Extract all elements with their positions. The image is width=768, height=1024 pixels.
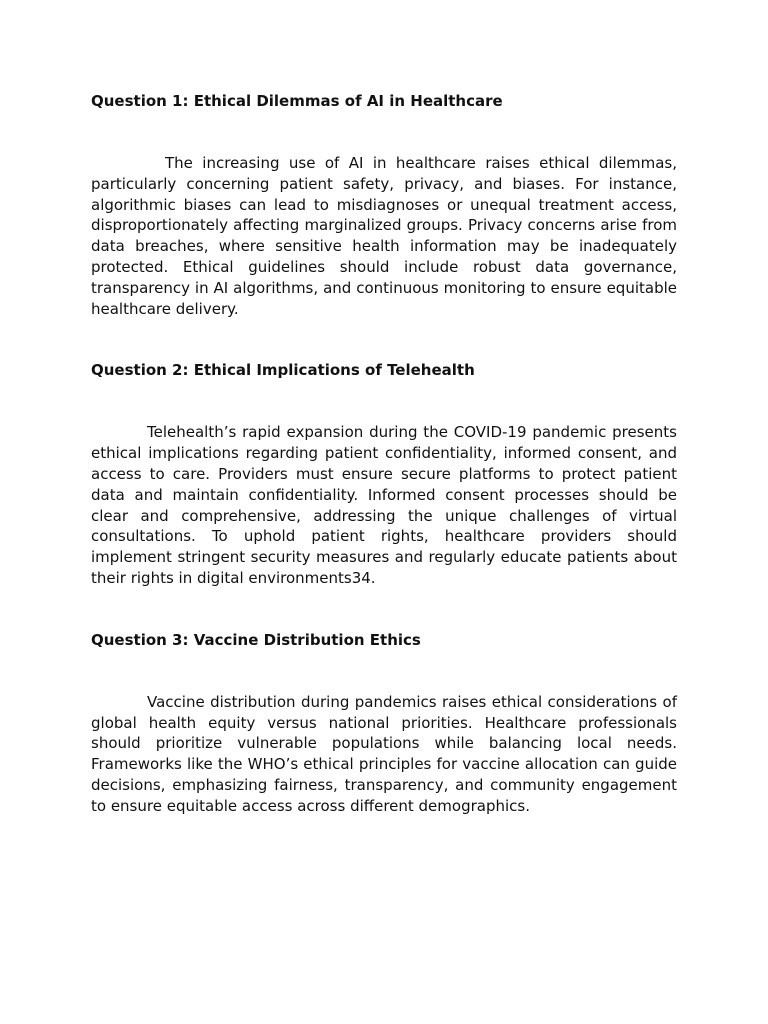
question-1-heading: Question 1: Ethical Dilemmas of AI in Healthcare	[91, 92, 503, 110]
question-1-answer: The increasing use of AI in healthcare raises ethical dilemmas, particularly concerning patient safety, privacy, and biases. For instance, algorithmic biases can lead to misdiagnoses or unequal treatment access, disproportionately affecting marginalized groups. Privacy concerns arise from data breaches, where sensitive health information may be inadequately protected. Ethical guidelines should include robust data governance, transparency in AI algorithms, and continuous monitoring to ensure equitable healthcare delivery.	[91, 154, 677, 318]
question-3-answer: Vaccine distribution during pandemics raises ethical considerations of global health equity versus national priorities. Healthcare professionals should prioritize vulnerable populations while balancing local needs. Frameworks like the WHO’s ethical principles for vaccine allocation can guide decisions, emphasizing fairness, transparency, and community engagement to ensure equitable access across different demographics.	[91, 692, 677, 815]
question-2-heading: Question 2: Ethical Implications of Telehealth	[91, 361, 475, 380]
document-body	[91, 90, 677, 817]
question-3-heading: Question 3: Vaccine Distribution Ethics	[91, 630, 421, 649]
question-2-answer: Telehealth’s rapid expansion during the COVID-19 pandemic presents ethical implications regarding patient confidentiality, informed consent, and access to care. Providers must ensure secure platforms to protect patient data and maintain confidentiality. Informed consent processes should be clear and comprehensive, addressing the unique challenges of virtual consultations. To uphold patient rights, healthcare providers should implement stringent security measures and regularly educate patients about their rights in digital environments34.	[91, 423, 677, 587]
